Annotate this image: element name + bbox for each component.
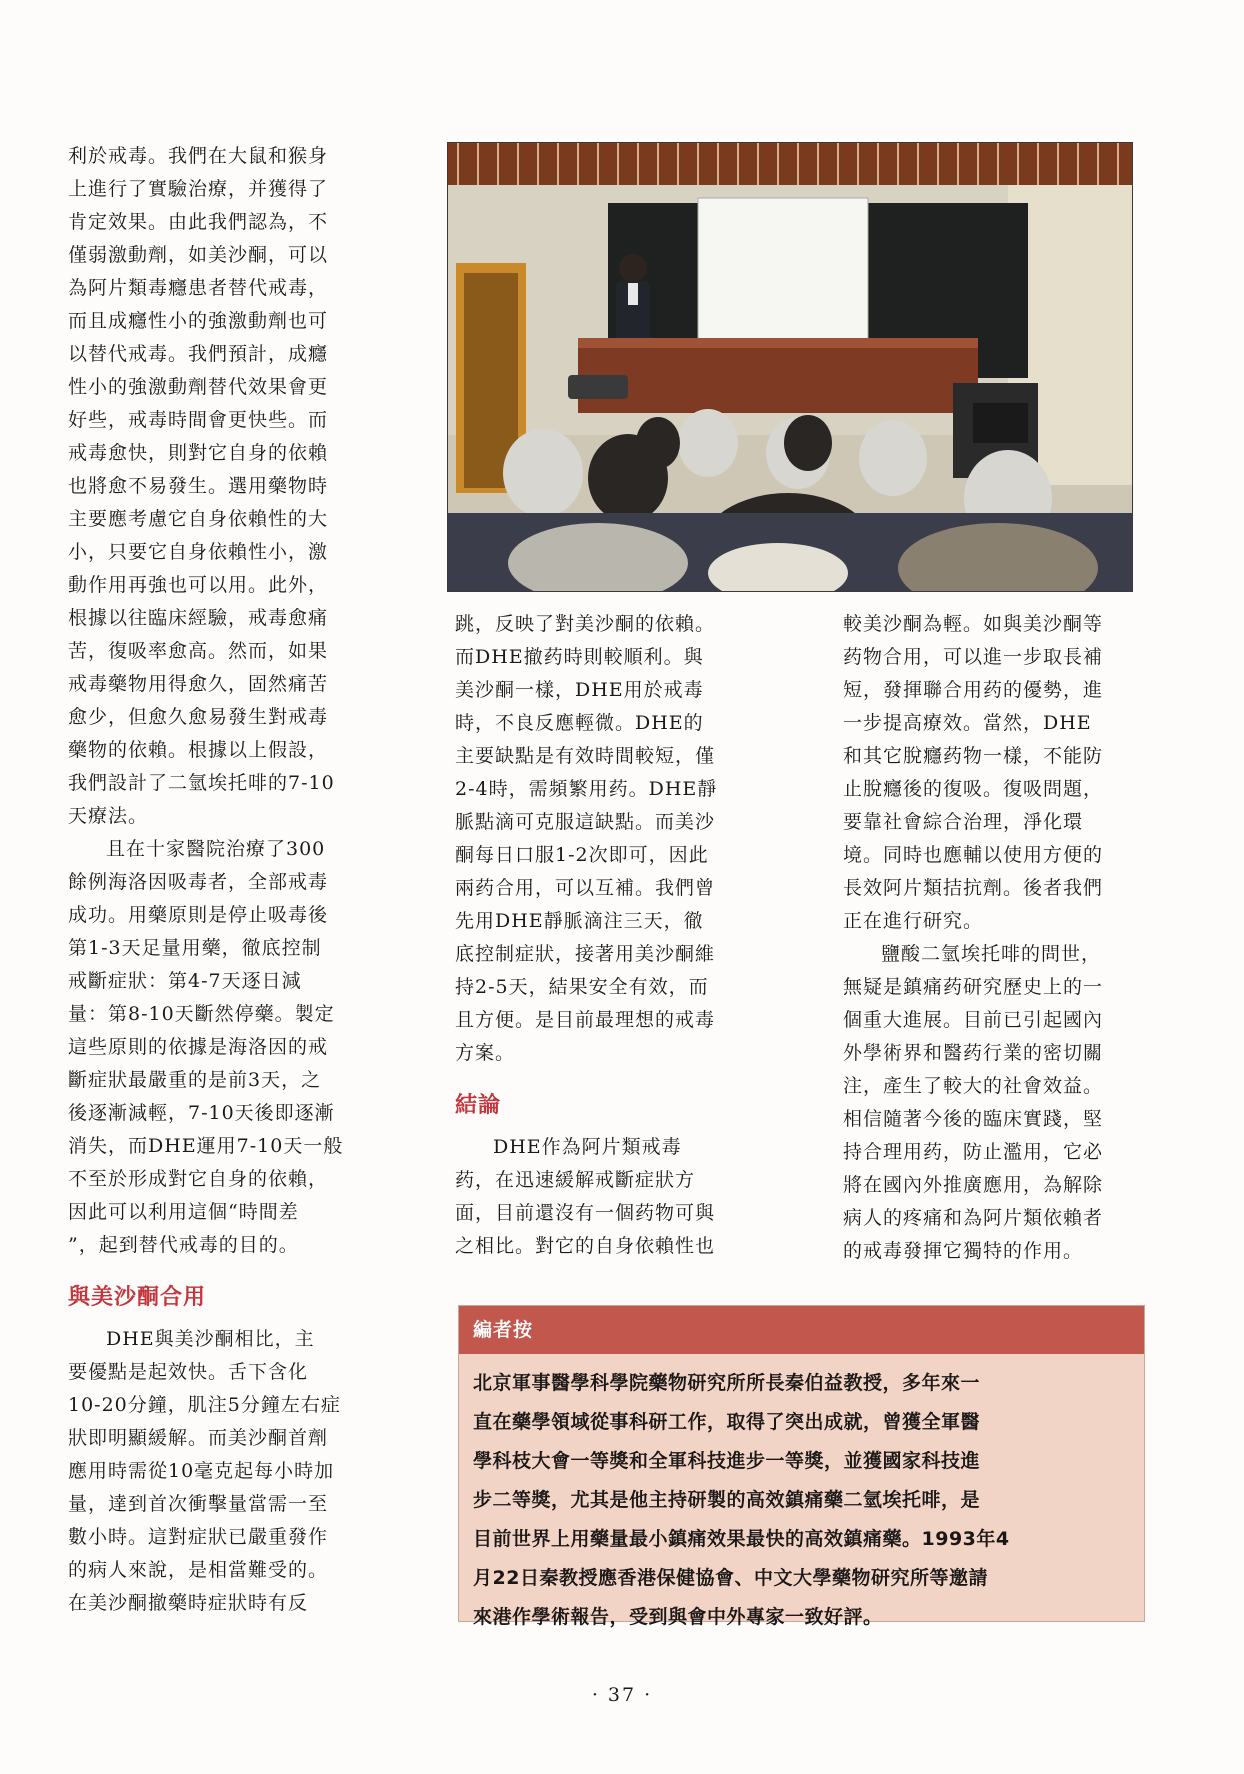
text-line: 藥物的依賴。根據以上假設， <box>68 739 329 761</box>
text-line: 正在進行研究。 <box>843 910 984 932</box>
col1-paragraph-2 <box>68 833 368 1262</box>
text-line: 時，不良反應輕微。DHE的 <box>455 712 704 734</box>
text-line: 持2-5天，結果安全有效，而 <box>455 976 709 998</box>
text-line: 量，達到首次衝擊量當需一至 <box>68 1493 329 1515</box>
text-line: 小，只要它自身依賴性小，激 <box>68 541 329 563</box>
text-line: 且在十家醫院治療了300 <box>106 838 326 860</box>
text-line: 不至於形成對它自身的依賴， <box>68 1168 329 1190</box>
section-heading-methadone: 與美沙酮合用 <box>68 1285 207 1310</box>
text-line: 药，在迅速緩解戒斷症狀方 <box>455 1169 696 1191</box>
text-line: 且方便。是目前最理想的戒毒 <box>455 1009 716 1031</box>
text-line: 主要缺點是有效時間較短，僅 <box>455 745 716 767</box>
column-1 <box>68 140 368 1620</box>
note-line: 月22日秦教授應香港保健協會、中文大學藥物研究所等邀請 <box>473 1567 988 1589</box>
page-number: · 37 · <box>591 1684 653 1706</box>
text-line: 僅弱激動劑，如美沙酮，可以 <box>68 244 329 266</box>
text-line: 方案。 <box>455 1042 516 1064</box>
col3-paragraph-1 <box>843 608 1143 938</box>
text-line: 戒斷症狀：第4-7天逐日減 <box>68 970 302 992</box>
text-line: 較美沙酮為輕。如與美沙酮等 <box>843 613 1104 635</box>
text-line: 兩药合用，可以互補。我們曾 <box>455 877 716 899</box>
text-line: 之相比。對它的自身依賴性也 <box>455 1235 716 1257</box>
text-line: 的病人來說，是相當難受的。 <box>68 1559 329 1581</box>
text-line: 止脫癮後的復吸。復吸問題， <box>843 778 1104 800</box>
text-line: 肯定效果。由此我們認為，不 <box>68 211 329 233</box>
text-line: DHE與美沙酮相比，主 <box>106 1328 315 1350</box>
col2-paragraph-1 <box>455 608 755 1070</box>
text-line: 無疑是鎮痛药研究歷史上的一 <box>843 976 1104 998</box>
text-line: 性小的強激動劑替代效果會更 <box>68 376 329 398</box>
lecture-photo <box>447 142 1133 592</box>
text-line: 美沙酮一樣，DHE用於戒毒 <box>455 679 704 701</box>
text-line: 主要應考慮它自身依賴性的大 <box>68 508 329 530</box>
text-line: 跳，反映了對美沙酮的依賴。 <box>455 613 716 635</box>
text-line: 天療法。 <box>68 805 149 827</box>
text-line: 一步提高療效。當然，DHE <box>843 712 1092 734</box>
editor-note-body <box>459 1354 1144 1637</box>
text-line: 餘例海洛因吸毒者，全部戒毒 <box>68 871 329 893</box>
note-line: 直在藥學領域從事科研工作，取得了突出成就，曾獲全軍醫 <box>473 1411 981 1433</box>
text-line: 也將愈不易發生。選用藥物時 <box>68 475 329 497</box>
text-line: 2-4時，需頻繁用药。DHE靜 <box>455 778 718 800</box>
col2-paragraph-2 <box>455 1131 755 1263</box>
text-line: 相信隨著今後的臨床實踐，堅 <box>843 1108 1104 1130</box>
editor-note-title: 編者按 <box>459 1306 1144 1354</box>
text-line: 因此可以利用這個“時間差 <box>68 1201 299 1223</box>
text-line: 境。同時也應輔以使用方便的 <box>843 844 1104 866</box>
text-line: 上進行了實驗治療，并獲得了 <box>68 178 329 200</box>
text-line: 和其它脫癮药物一樣，不能防 <box>843 745 1104 767</box>
note-line: 目前世界上用藥量最小鎮痛效果最快的高效鎮痛藥。1993年4 <box>473 1528 1010 1550</box>
note-line: 來港作學術報告，受到與會中外專家一致好評。 <box>473 1606 883 1628</box>
text-line: DHE作為阿片類戒毒 <box>493 1136 682 1158</box>
text-line: 而且成癮性小的強激動劑也可 <box>68 310 329 332</box>
text-line: 在美沙酮撤藥時症狀時有反 <box>68 1592 309 1614</box>
text-line: 持合理用药，防止濫用，它必 <box>843 1141 1104 1163</box>
note-line: 學科枝大會一等獎和全軍科技進步一等獎，並獲國家科技進 <box>473 1450 981 1472</box>
text-line: 數小時。這對症狀已嚴重發作 <box>68 1526 329 1548</box>
text-line: 好些，戒毒時間會更快些。而 <box>68 409 329 431</box>
text-line: 利於戒毒。我們在大鼠和猴身 <box>68 145 329 167</box>
editor-note-box <box>458 1305 1145 1628</box>
text-line: 狀即明顯緩解。而美沙酮首劑 <box>68 1427 329 1449</box>
text-line: 苦，復吸率愈高。然而，如果 <box>68 640 329 662</box>
text-line: 病人的疼痛和為阿片類依賴者 <box>843 1207 1104 1229</box>
text-line: 10-20分鐘，肌注5分鐘左右症 <box>68 1394 341 1416</box>
column-2 <box>455 608 755 1263</box>
column-3 <box>843 608 1143 1268</box>
text-line: 而DHE撤药時則較順利。與 <box>455 646 704 668</box>
text-line: 根據以往臨床經驗，戒毒愈痛 <box>68 607 329 629</box>
text-line: 長效阿片類拮抗劑。後者我們 <box>843 877 1104 899</box>
note-line: 步二等獎，尤其是他主持研製的高效鎮痛藥二氫埃托啡，是 <box>473 1489 981 1511</box>
text-line: 為阿片類毒癮患者替代戒毒， <box>68 277 329 299</box>
text-line: 鹽酸二氫埃托啡的問世， <box>881 943 1102 965</box>
text-line: 要優點是起效快。舌下含化 <box>68 1361 309 1383</box>
text-line: 先用DHE靜脈滴注三天，徹 <box>455 910 704 932</box>
text-line: 我們設計了二氫埃托啡的7-10 <box>68 772 335 794</box>
text-line: ”，起到替代戒毒的目的。 <box>68 1234 299 1256</box>
section-heading-conclusion: 結論 <box>455 1093 502 1118</box>
text-line: 斷症狀最嚴重的是前3天，之 <box>68 1069 322 1091</box>
text-line: 面，目前還沒有一個药物可與 <box>455 1202 716 1224</box>
text-line: 的戒毒發揮它獨特的作用。 <box>843 1240 1084 1262</box>
text-line: 酮每日口服1-2次即可，因此 <box>455 844 709 866</box>
text-line: 成功。用藥原則是停止吸毒後 <box>68 904 329 926</box>
text-line: 底控制症狀，接著用美沙酮維 <box>455 943 716 965</box>
text-line: 要靠社會綜合治理，淨化環 <box>843 811 1084 833</box>
col1-paragraph-1 <box>68 140 368 833</box>
text-line: 個重大進展。目前已引起國內 <box>843 1009 1104 1031</box>
text-line: 短，發揮聯合用药的優勢，進 <box>843 679 1104 701</box>
text-line: 外學術界和醫药行業的密切關 <box>843 1042 1104 1064</box>
lecture-hall-illustration <box>448 143 1132 591</box>
text-line: 這些原則的依據是海洛因的戒 <box>68 1036 329 1058</box>
text-line: 愈少，但愈久愈易發生對戒毒 <box>68 706 329 728</box>
text-line: 戒毒愈快，則對它自身的依賴 <box>68 442 329 464</box>
col3-paragraph-2 <box>843 938 1143 1268</box>
text-line: 戒毒藥物用得愈久，固然痛苦 <box>68 673 329 695</box>
note-line: 北京軍事醫學科學院藥物研究所所長秦伯益教授，多年來一 <box>473 1372 981 1394</box>
col1-paragraph-3 <box>68 1323 368 1620</box>
text-line: 脈點滴可克服這缺點。而美沙 <box>455 811 716 833</box>
text-line: 動作用再強也可以用。此外， <box>68 574 329 596</box>
text-line: 將在國內外推廣應用，為解除 <box>843 1174 1104 1196</box>
text-line: 药物合用，可以進一步取長補 <box>843 646 1104 668</box>
text-line: 量：第8-10天斷然停藥。製定 <box>68 1003 335 1025</box>
text-line: 注，產生了較大的社會效益。 <box>843 1075 1104 1097</box>
text-line: 後逐漸減輕，7-10天後即逐漸 <box>68 1102 335 1124</box>
text-line: 以替代戒毒。我們預計，成癮 <box>68 343 329 365</box>
text-line: 應用時需從10毫克起每小時加 <box>68 1460 335 1482</box>
text-line: 消失，而DHE運用7-10天一般 <box>68 1135 344 1157</box>
text-line: 第1-3天足量用藥，徹底控制 <box>68 937 322 959</box>
